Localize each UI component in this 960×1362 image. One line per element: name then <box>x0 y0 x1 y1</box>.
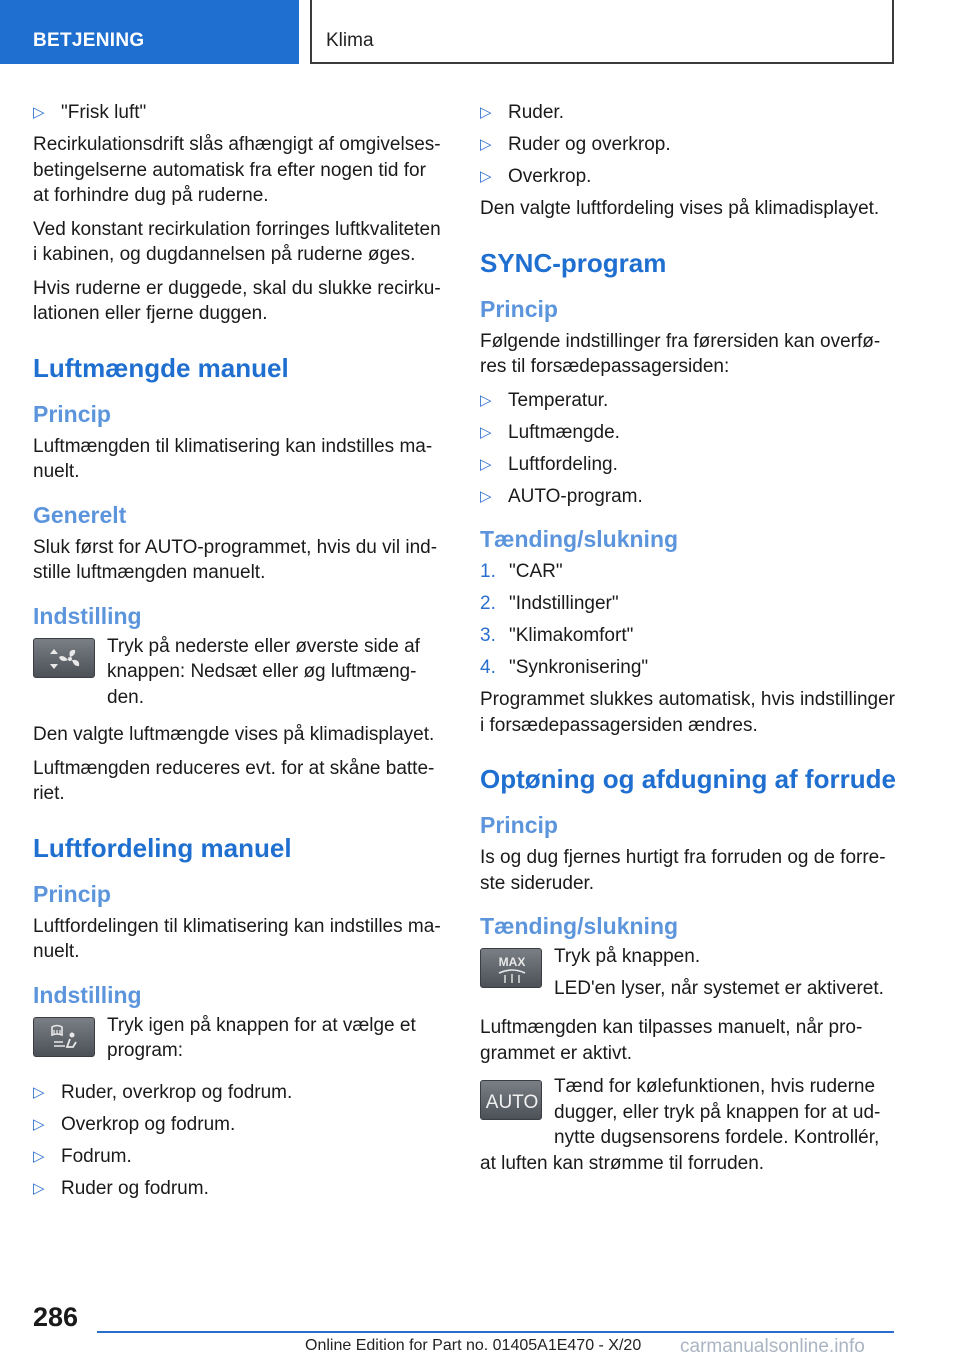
list-item: ▷ Ruder og overkrop. <box>480 132 896 158</box>
paragraph: Luftmængden kan tilpasses manuelt, når programmet er aktivt. <box>480 1017 863 1064</box>
left-column <box>33 100 443 1208</box>
footer-edition: Online Edition for Part no. 01405A1E470 - X/20 <box>305 1337 642 1354</box>
paragraph: Ved konstant recirkulation forringes luftkvaliteten i kabinen, og dugdannelsen på ruderne øges. <box>33 218 441 265</box>
paragraph: Tryk igen på knappen for at vælge et program: <box>107 1014 416 1061</box>
triangle-bullet-icon: ▷ <box>480 136 492 153</box>
triangle-bullet-icon: ▷ <box>480 168 492 185</box>
paragraph: LED'en lyser, når systemet er aktiveret. <box>554 977 884 999</box>
list-item: ▷ Temperatur. <box>480 388 896 414</box>
header-section-label: BETJENING <box>33 30 145 51</box>
list-item: 4. "Synkronisering" <box>480 657 649 678</box>
list-item: 1. "CAR" <box>480 561 563 582</box>
subsection-heading: Indstilling <box>33 602 142 629</box>
triangle-bullet-icon: ▷ <box>480 423 492 441</box>
footer-divider <box>97 1331 894 1333</box>
watermark: carmanualsonline.info <box>680 1336 865 1357</box>
paragraph: Sluk først for AUTO-programmet, hvis du vil indstille luftmængden manuelt. <box>33 536 438 583</box>
paragraph: Den valgte luftfordeling vises på klimadisplayet. <box>480 198 880 219</box>
subsection-heading: Princip <box>480 295 558 322</box>
list-item: ▷ "Frisk luft" <box>33 100 443 126</box>
triangle-bullet-icon: ▷ <box>33 1179 45 1197</box>
list-item: ▷ Fodrum. <box>33 1144 443 1170</box>
section-heading: Luftmængde manuel <box>33 352 289 383</box>
list-item: 2. "Indstillinger" <box>480 593 619 614</box>
paragraph: Luftfordelingen til klimatisering kan indstilles manuelt. <box>33 915 441 962</box>
right-column <box>480 100 896 1184</box>
section-heading: SYNC-program <box>480 247 667 278</box>
paragraph: Tænd for kølefunktionen, hvis ruderne dugger, eller tryk på knappen for at udnytte dugsensorens fordele. Kontrollér, at luften kan strømme til forruden. <box>480 1076 881 1174</box>
max-defrost-button-icon <box>480 948 542 988</box>
subsection-heading: Princip <box>33 880 111 907</box>
header-chapter-label: Klima <box>326 30 374 51</box>
list-item: ▷ Ruder. <box>480 100 896 126</box>
list-item: ▷ Luftmængde. <box>480 420 896 446</box>
max-label: MAX <box>498 955 526 969</box>
subsection-heading: Tænding/slukning <box>480 526 679 552</box>
icon-paragraph <box>33 1013 443 1072</box>
section-heading: Luftfordeling manuel <box>33 832 292 863</box>
paragraph: Programmet slukkes automatisk, hvis indstillinger i forsædepassagersiden ændres. <box>480 689 895 736</box>
list-item: ▷ Overkrop og fodrum. <box>33 1112 443 1138</box>
list-item: ▷ Ruder, overkrop og fodrum. <box>33 1080 443 1106</box>
list-item: ▷ Overkrop. <box>480 164 896 190</box>
paragraph: Den valgte luftmængde vises på klimadisplayet. <box>33 724 435 745</box>
icon-paragraph <box>33 634 443 719</box>
triangle-bullet-icon: ▷ <box>33 1115 45 1133</box>
list-item: 3. "Klimakomfort" <box>480 625 634 646</box>
header-section-tab <box>0 0 299 64</box>
auto-label: AUTO <box>485 1092 539 1113</box>
triangle-bullet-icon: ▷ <box>33 1083 45 1101</box>
paragraph: Recirkulationsdrift slås afhængigt af omgivelsesbetingelserne automatisk fra efter nogen tid for at forhindre dug på ruderne. <box>33 134 441 206</box>
paragraph: Is og dug fjernes hurtigt fra forruden og de forreste sideruder. <box>480 847 886 894</box>
list-item: ▷ Ruder og fodrum. <box>33 1176 443 1202</box>
paragraph: Hvis ruderne er duggede, skal du slukke recirkulationen eller fjerne duggen. <box>33 277 441 324</box>
fan-button-icon <box>33 638 95 678</box>
triangle-bullet-icon: ▷ <box>480 391 492 409</box>
header-chapter-tab <box>310 0 894 64</box>
triangle-bullet-icon: ▷ <box>33 104 45 121</box>
subsection-heading: Princip <box>480 812 558 838</box>
paragraph: Tryk på knappen. <box>554 946 701 967</box>
paragraph: Luftmængden til klimatisering kan indstilles manuelt. <box>33 435 433 482</box>
subsection-heading: Generelt <box>33 501 127 528</box>
triangle-bullet-icon: ▷ <box>33 1147 45 1165</box>
subsection-heading: Tænding/slukning <box>480 913 679 939</box>
section-heading: Optøning og afdugning af forrude <box>480 764 896 794</box>
paragraph: Følgende indstillinger fra førersiden kan overføres til forsædepassagersiden: <box>480 330 881 377</box>
page-number: 286 <box>33 1302 79 1332</box>
auto-button-icon <box>480 1080 542 1120</box>
subsection-heading: Princip <box>33 400 111 427</box>
paragraph: Tryk på nederste eller øverste side af knappen: Nedsæt eller øg luftmængden. <box>107 635 420 708</box>
triangle-bullet-icon: ▷ <box>480 455 492 473</box>
subsection-heading: Indstilling <box>33 981 142 1008</box>
triangle-bullet-icon: ▷ <box>480 104 492 121</box>
list-item: ▷ Luftfordeling. <box>480 452 896 478</box>
air-distribution-button-icon <box>33 1017 95 1057</box>
paragraph: Luftmængden reduceres evt. for at skåne batteriet. <box>33 757 435 804</box>
icon-paragraph <box>480 944 896 1009</box>
icon-paragraph <box>480 1074 896 1176</box>
list-item: ▷ AUTO-program. <box>480 484 896 510</box>
triangle-bullet-icon: ▷ <box>480 487 492 505</box>
